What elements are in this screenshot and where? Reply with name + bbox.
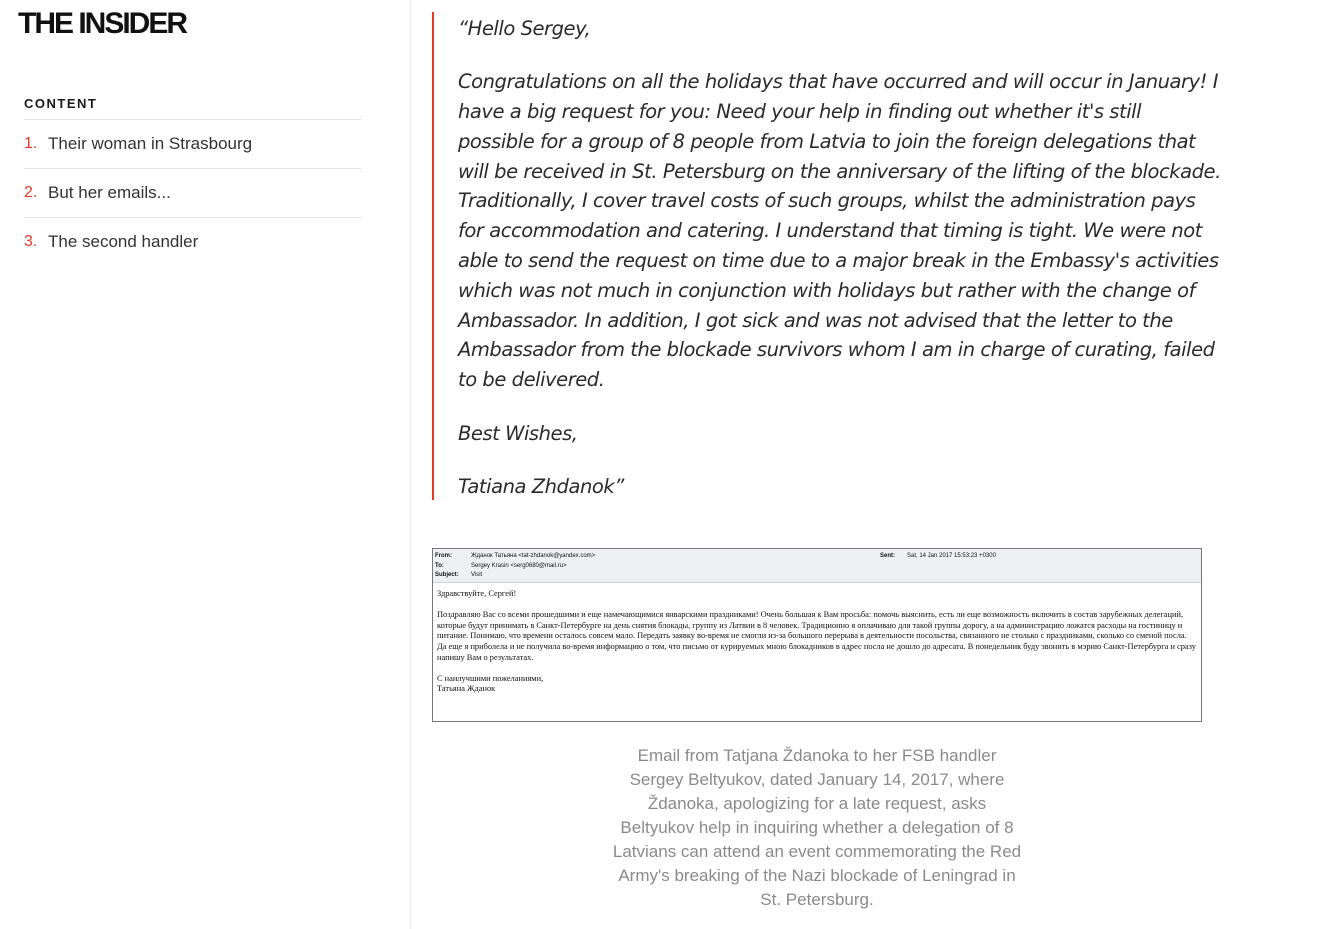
email-body	[433, 583, 1201, 695]
sidebar	[0, 0, 411, 929]
email-subject-row	[433, 571, 1201, 581]
email-from-row	[433, 552, 1201, 562]
email-header	[433, 549, 1201, 583]
email-screenshot	[432, 548, 1202, 722]
email-sent-value: Sat, 14 Jan 2017 15:53:23 +0300	[907, 553, 996, 559]
toc-item-label[interactable]: The second handler	[48, 232, 199, 251]
quote-signature: Tatiana Zhdanok”	[458, 474, 624, 498]
toc-item-number: 1.	[24, 135, 38, 152]
quote-signoff: Best Wishes,	[458, 421, 578, 445]
toc-item-but-her-emails[interactable]	[24, 169, 362, 218]
email-to-label: To:	[435, 562, 444, 569]
email-to-row	[433, 562, 1201, 572]
image-caption: Email from Tatjana Ždanoka to her FSB handler Sergey Beltyukov, dated January 14, 2017, where Ždanoka, apologizing for a late request, asks Beltyukov help in inquiring whether a delegation of 8 Latvians can attend an event commemorating the Red Army's breaking of the Nazi blockade of Leningrad in St. Petersburg.	[612, 746, 1022, 909]
email-from-label: From:	[435, 553, 452, 559]
email-sent-label: Sent:	[880, 553, 895, 559]
email-from-value: Жданок Татьяна <tat-zhdanok@yandex.com>	[471, 553, 596, 559]
email-quote-blockquote	[432, 12, 1222, 500]
quote-greeting: “Hello Sergey,	[458, 17, 591, 40]
email-to-value: Sergey Krasin <serg0680@mail.ru>	[471, 562, 567, 569]
toc-item-the-second-handler[interactable]	[24, 218, 362, 266]
toc-item-label[interactable]: But her emails...	[48, 183, 171, 202]
email-main-text: Поздравляю Вас со всеми прошедшими и еще намечающимися январскими праздниками! Очень большая к Вам просьба: помочь выяснить, есть ли еще возможность включить в состав зарубежных делегаций, которые будут принимать в Санкт-Петербурге на день снятия блокады, группу из Латвии в 8 человек. Традиционно я оплачиваю для такой группы дорогу, а на администрацию ложатся расходы на гостиницу и питание. Понимаю, что времени осталось совсем мало. Передать заявку во-время не смогли из-за большого перерыва в деятельности посольства, связанного не столько с праздниками, сколько со сменой посла. Да еще я приболела и не получила во-время информацию о том, что письмо от курируемых мною блокадников в адрес посла не дошло до адресата. В понедельник буду звонить в мэрию Санкт-Петербурга и сразу напишу Вам о результатах.	[437, 610, 1196, 662]
email-signoff: С наилучшими пожеланиями,	[437, 673, 544, 683]
site-logo[interactable]: THE INSIDER	[18, 7, 187, 40]
email-signature: Татьяна Жданок	[437, 684, 496, 694]
toc-item-label[interactable]: Their woman in Strasbourg	[48, 134, 253, 153]
toc-item-number: 3.	[24, 233, 38, 250]
toc-item-their-woman-in-strasbourg[interactable]	[24, 120, 362, 169]
email-greeting: Здравствуйте, Сергей!	[437, 589, 517, 598]
email-subject-value: Visit	[471, 572, 483, 578]
table-of-contents	[24, 119, 362, 266]
toc-item-number: 2.	[24, 184, 38, 201]
quote-body: Congratulations on all the holidays that have occurred and will occur in January! I have a big request for you: Need your help in finding out whether it's still possible for a group of 8 people from Latvia to join the foreign delegations that will be received in St. Petersburg on the anniversary of the lifting of the blockade. Traditionally, I cover travel costs of such groups, whilst the administration pays for accommodation and catering. I understand that timing is tight. We were not able to send the request on time due to a major break in the Embassy's activities which was not much in conjunction with holidays but rather with the change of Ambassador. In addition, I got sick and was not advised that the letter to the Ambassador from the blockade survivors whom I am in charge of curating, failed to be delivered.	[458, 70, 1221, 392]
email-subject-label: Subject:	[435, 572, 459, 578]
toc-heading: CONTENT	[24, 96, 98, 111]
